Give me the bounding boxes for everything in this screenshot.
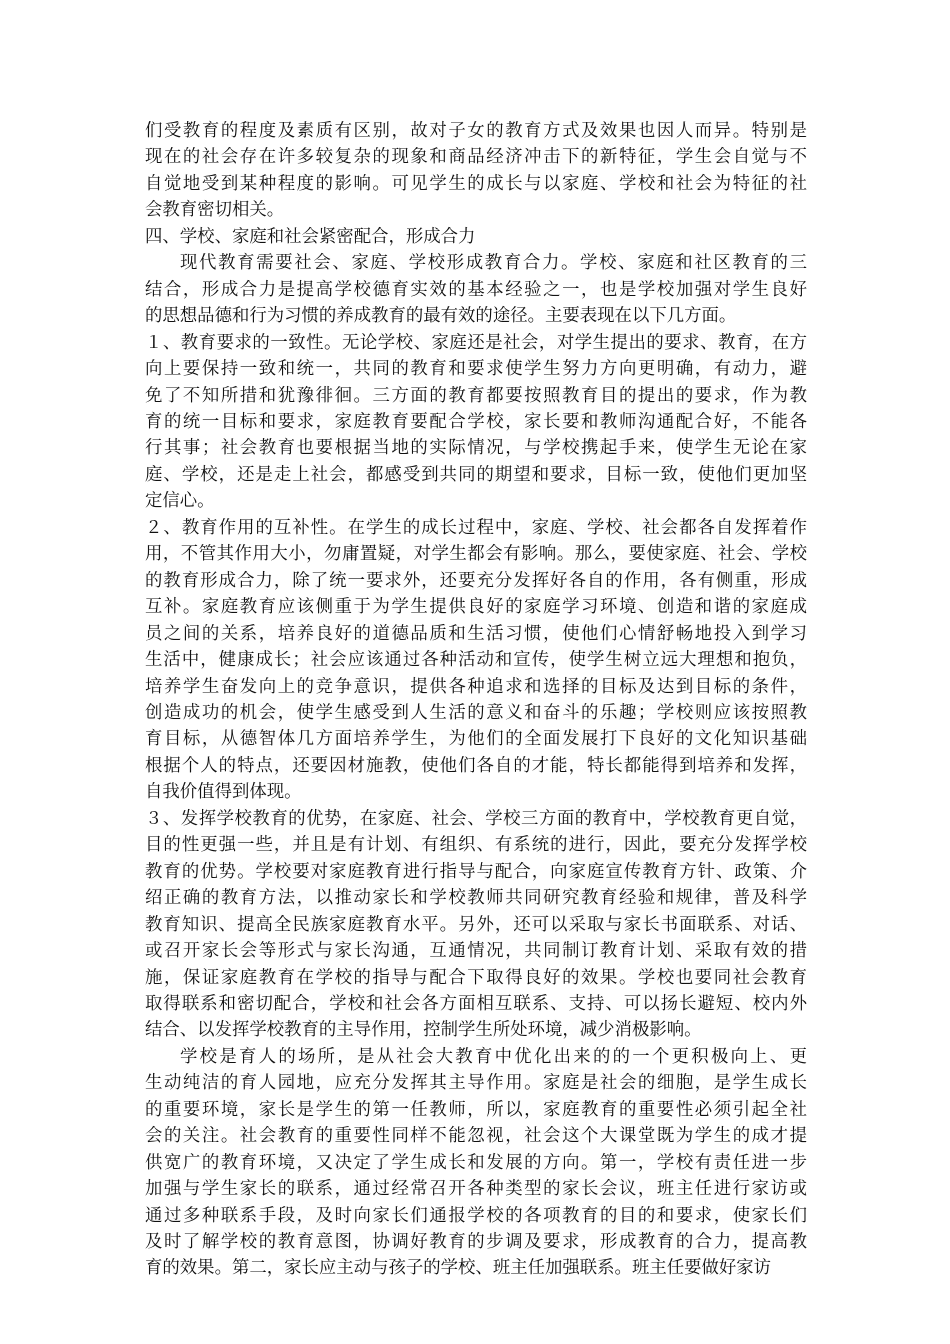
text-line: 目的性更强一些，并且是有计划、有组织、有系统的进行，因此，要充分发挥学校	[145, 835, 807, 856]
text-line: 用，不管其作用大小，勿庸置疑，对学生都会有影响。那么，要使家庭、社会、学校	[145, 544, 807, 565]
text-line: 定信心。	[145, 491, 215, 512]
text-line: 互补。家庭教育应该侧重于为学生提供良好的家庭学习环境、创造和谐的家庭成	[145, 597, 807, 618]
text-line: 们受教育的程度及素质有区别，故对子女的教育方式及效果也因人而异。特别是	[145, 121, 807, 141]
text-line: 教育知识、提高全民族家庭教育水平。另外，还可以采取与家长书面联系、对话、	[145, 914, 807, 935]
paragraph	[145, 250, 807, 329]
text-line: ３、发挥学校教育的优势，在家庭、社会、学校三方面的教育中，学校教育更自觉，	[145, 808, 807, 829]
text-line: 通过多种联系手段，及时向家长们通报学校的各项教育的目的和要求，使家长们	[145, 1205, 807, 1226]
paragraph	[145, 330, 807, 515]
text-line: ２、教育作用的互补性。在学生的成长过程中，家庭、学校、社会都各自发挥着作	[145, 517, 807, 538]
text-line: 四、学校、家庭和社会紧密配合，形成合力	[145, 226, 476, 247]
text-line: 学校是育人的场所，是从社会大教育中优化出来的的一个更积极向上、更	[180, 1046, 807, 1067]
paragraph	[145, 1044, 807, 1282]
text-line: 庭、学校，还是走上社会，都感受到共同的期望和要求，目标一致，使他们更加坚	[145, 464, 807, 485]
document-body	[145, 118, 807, 1282]
paragraph	[145, 224, 807, 250]
text-line: 结合，形成合力是提高学校德育实效的基本经验之一，也是学校加强对学生良好	[145, 279, 807, 300]
text-line: 自我价值得到体现。	[145, 782, 302, 803]
text-line: 或召开家长会等形式与家长沟通，互通情况，共同制订教育计划、采取有效的措	[145, 941, 807, 962]
text-line: 结合、以发挥学校教育的主导作用，控制学生所处环境，减少消极影响。	[145, 1020, 702, 1041]
text-line: 育的效果。第二，家长应主动与孩子的学校、班主任加强联系。班主任要做好家访	[145, 1258, 772, 1279]
text-line: 施，保证家庭教育在学校的指导与配合下取得良好的效果。学校也要同社会教育	[145, 967, 807, 988]
paragraph	[145, 806, 807, 1044]
text-line: 的思想品德和行为习惯的养成教育的最有效的途径。主要表现在以下几方面。	[145, 306, 737, 327]
text-line: 的重要环境，家长是学生的第一任教师，所以，家庭教育的重要性必须引起全社	[145, 1099, 807, 1120]
text-line: 培养学生奋发向上的竞争意识，提供各种追求和选择的目标及达到目标的条件，	[145, 676, 807, 697]
text-line: 加强与学生家长的联系，通过经常召开各种类型的家长会议，班主任进行家访或	[145, 1179, 807, 1200]
text-line: 员之间的关系，培养良好的道德品质和生活习惯，使他们心情舒畅地投入到学习	[145, 623, 807, 644]
text-line: 的教育形成合力，除了统一要求外，还要充分发挥好各自的作用，各有侧重，形成	[145, 570, 807, 591]
text-line: 教育的优势。学校要对家庭教育进行指导与配合，向家庭宣传教育方针、政策、介	[145, 861, 807, 882]
text-line: 会的关注。社会教育的重要性同样不能忽视，社会这个大课堂既为学生的成才提	[145, 1126, 807, 1147]
text-line: 绍正确的教育方法，以推动家长和学校教师共同研究教育经验和规律，普及科学	[145, 888, 807, 909]
text-line: 育目标，从德智体几方面培养学生，为他们的全面发展打下良好的文化知识基础	[145, 729, 807, 750]
text-line: 向上要保持一致和统一，共同的教育和要求使学生努力方向更明确，有动力，避	[145, 359, 807, 380]
paragraph	[145, 515, 807, 806]
text-line: 取得联系和密切配合，学校和社会各方面相互联系、支持、可以扬长避短、校内外	[145, 993, 807, 1014]
text-line: 行其事；社会教育也要根据当地的实际情况，与学校携起手来，使学生无论在家	[145, 438, 807, 459]
text-line: 生动纯洁的育人园地，应充分发挥其主导作用。家庭是社会的细胞，是学生成长	[145, 1073, 807, 1094]
text-line: 创造成功的机会，使学生感受到人生活的意义和奋斗的乐趣；学校则应该按照教	[145, 702, 807, 723]
text-line: １、教育要求的一致性。无论学校、家庭还是社会，对学生提出的要求、教育，在方	[145, 332, 807, 353]
text-line: 免了不知所措和犹豫徘徊。三方面的教育都要按照教育目的提出的要求，作为教	[145, 385, 807, 406]
text-line: 现代教育需要社会、家庭、学校形成教育合力。学校、家庭和社区教育的三	[180, 253, 807, 274]
text-line: 供宽广的教育环境，又决定了学生成长和发展的方向。第一，学校有责任进一步	[145, 1152, 807, 1173]
text-line: 育的统一目标和要求，家庭教育要配合学校，家长要和教师沟通配合好，不能各	[145, 411, 807, 432]
paragraph	[145, 118, 807, 224]
text-line: 及时了解学校的教育意图，协调好教育的步调及要求，形成教育的合力，提高教	[145, 1232, 807, 1253]
text-line: 根据个人的特点，还要因材施教，使他们各自的才能，特长都能得到培养和发挥，	[145, 755, 807, 776]
text-line: 会教育密切相关。	[145, 200, 285, 221]
text-line: 现在的社会存在许多较复杂的现象和商品经济冲击下的新特征，学生会自觉与不	[145, 147, 807, 168]
text-line: 自觉地受到某种程度的影响。可见学生的成长与以家庭、学校和社会为特征的社	[145, 173, 807, 194]
text-line: 生活中，健康成长；社会应该通过各种活动和宣传，使学生树立远大理想和抱负，	[145, 650, 807, 671]
